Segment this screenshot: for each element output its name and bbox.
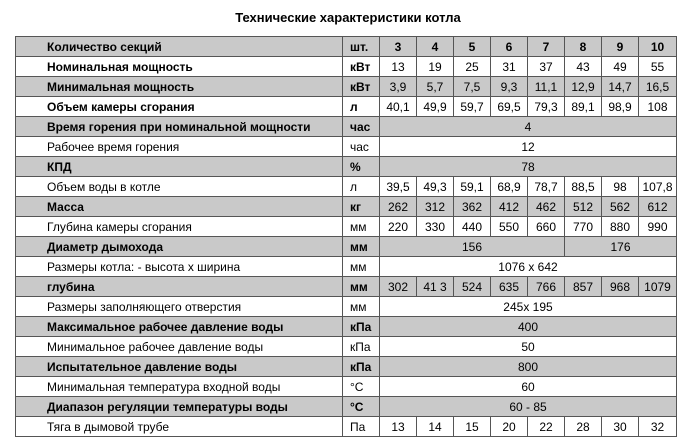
value-cell: 98	[602, 177, 639, 197]
value-cell: 220	[380, 217, 417, 237]
value-cell: 32	[639, 417, 677, 437]
table-row	[16, 317, 677, 337]
table-row	[16, 297, 677, 317]
page-title: Технические характеристики котла	[235, 10, 461, 25]
value-cell: 156	[380, 237, 565, 257]
value-cell: 78,7	[528, 177, 565, 197]
value-cell: 660	[528, 217, 565, 237]
value-cell: 9,3	[491, 77, 528, 97]
value-cell: 1079	[639, 277, 677, 297]
table-row	[16, 257, 677, 277]
table-row	[16, 57, 677, 77]
value-cell: 412	[491, 197, 528, 217]
merged-value-cell: 4	[380, 117, 677, 137]
value-cell: 30	[602, 417, 639, 437]
value-cell: 8	[565, 37, 602, 57]
parameter-name: Рабочее время горения	[16, 137, 343, 157]
value-cell: 462	[528, 197, 565, 217]
value-cell: 968	[602, 277, 639, 297]
value-cell: 69,5	[491, 97, 528, 117]
value-cell: 25	[454, 57, 491, 77]
parameter-name: Минимальная мощность	[16, 77, 343, 97]
parameter-name: Масса	[16, 197, 343, 217]
merged-value-cell: 12	[380, 137, 677, 157]
unit-cell: кПа	[343, 317, 380, 337]
value-cell: 176	[565, 237, 677, 257]
value-cell: 98,9	[602, 97, 639, 117]
unit-cell: Па	[343, 417, 380, 437]
unit-cell: мм	[343, 297, 380, 317]
value-cell: 79,3	[528, 97, 565, 117]
parameter-name: Тяга в дымовой трубе	[16, 417, 343, 437]
unit-cell: °С	[343, 377, 380, 397]
parameter-name: Размеры котла: - высота х ширина	[16, 257, 343, 277]
value-cell: 15	[454, 417, 491, 437]
value-cell: 41 3	[417, 277, 454, 297]
value-cell: 5,7	[417, 77, 454, 97]
value-cell: 766	[528, 277, 565, 297]
value-cell: 330	[417, 217, 454, 237]
table-row	[16, 397, 677, 417]
unit-cell: л	[343, 177, 380, 197]
value-cell: 59,7	[454, 97, 491, 117]
value-cell: 612	[639, 197, 677, 217]
value-cell: 13	[380, 417, 417, 437]
parameter-name: Количество секций	[16, 37, 343, 57]
table-row	[16, 277, 677, 297]
merged-value-cell: 800	[380, 357, 677, 377]
value-cell: 440	[454, 217, 491, 237]
parameter-name: Максимальное рабочее давление воды	[16, 317, 343, 337]
value-cell: 49	[602, 57, 639, 77]
value-cell: 770	[565, 217, 602, 237]
value-cell: 362	[454, 197, 491, 217]
value-cell: 28	[565, 417, 602, 437]
table-row	[16, 37, 677, 57]
unit-cell: мм	[343, 237, 380, 257]
parameter-name: Диапазон регуляции температуры воды	[16, 397, 343, 417]
merged-value-cell: 400	[380, 317, 677, 337]
unit-cell: °С	[343, 397, 380, 417]
value-cell: 11,1	[528, 77, 565, 97]
table-row	[16, 117, 677, 137]
parameter-name: глубина	[16, 277, 343, 297]
unit-cell: час	[343, 137, 380, 157]
merged-value-cell: 245х 195	[380, 297, 677, 317]
table-row	[16, 417, 677, 437]
value-cell: 59,1	[454, 177, 491, 197]
table-row	[16, 77, 677, 97]
table-row	[16, 337, 677, 357]
unit-cell: мм	[343, 277, 380, 297]
parameter-name: Глубина камеры сгорания	[16, 217, 343, 237]
value-cell: 37	[528, 57, 565, 77]
unit-cell: мм	[343, 257, 380, 277]
value-cell: 88,5	[565, 177, 602, 197]
table-row	[16, 157, 677, 177]
value-cell: 49,3	[417, 177, 454, 197]
parameter-name: КПД	[16, 157, 343, 177]
value-cell: 40,1	[380, 97, 417, 117]
unit-cell: л	[343, 97, 380, 117]
value-cell: 10	[639, 37, 677, 57]
value-cell: 19	[417, 57, 454, 77]
value-cell: 107,8	[639, 177, 677, 197]
value-cell: 3,9	[380, 77, 417, 97]
unit-cell: кПа	[343, 357, 380, 377]
value-cell: 857	[565, 277, 602, 297]
table-row	[16, 377, 677, 397]
value-cell: 108	[639, 97, 677, 117]
value-cell: 49,9	[417, 97, 454, 117]
parameter-name: Время горения при номинальной мощности	[16, 117, 343, 137]
merged-value-cell: 50	[380, 337, 677, 357]
parameter-name: Минимальная температура входной воды	[16, 377, 343, 397]
value-cell: 22	[528, 417, 565, 437]
unit-cell: шт.	[343, 37, 380, 57]
value-cell: 13	[380, 57, 417, 77]
value-cell: 31	[491, 57, 528, 77]
value-cell: 43	[565, 57, 602, 77]
value-cell: 7	[528, 37, 565, 57]
spec-table	[15, 36, 677, 437]
value-cell: 550	[491, 217, 528, 237]
table-row	[16, 197, 677, 217]
unit-cell: %	[343, 157, 380, 177]
value-cell: 3	[380, 37, 417, 57]
merged-value-cell: 60 - 85	[380, 397, 677, 417]
parameter-name: Диаметр дымохода	[16, 237, 343, 257]
table-row	[16, 137, 677, 157]
value-cell: 9	[602, 37, 639, 57]
parameter-name: Размеры заполняющего отверстия	[16, 297, 343, 317]
value-cell: 262	[380, 197, 417, 217]
value-cell: 7,5	[454, 77, 491, 97]
value-cell: 635	[491, 277, 528, 297]
unit-cell: кВт	[343, 77, 380, 97]
parameter-name: Номинальная мощность	[16, 57, 343, 77]
value-cell: 512	[565, 197, 602, 217]
value-cell: 20	[491, 417, 528, 437]
value-cell: 4	[417, 37, 454, 57]
value-cell: 5	[454, 37, 491, 57]
merged-value-cell: 78	[380, 157, 677, 177]
table-row	[16, 97, 677, 117]
parameter-name: Испытательное давление воды	[16, 357, 343, 377]
value-cell: 39,5	[380, 177, 417, 197]
parameter-name: Объем воды в котле	[16, 177, 343, 197]
value-cell: 89,1	[565, 97, 602, 117]
value-cell: 55	[639, 57, 677, 77]
value-cell: 12,9	[565, 77, 602, 97]
unit-cell: час	[343, 117, 380, 137]
parameter-name: Объем камеры сгорания	[16, 97, 343, 117]
value-cell: 14	[417, 417, 454, 437]
value-cell: 880	[602, 217, 639, 237]
unit-cell: кВт	[343, 57, 380, 77]
merged-value-cell: 60	[380, 377, 677, 397]
table-row	[16, 237, 677, 257]
merged-value-cell: 1076 х 642	[380, 257, 677, 277]
unit-cell: кПа	[343, 337, 380, 357]
value-cell: 990	[639, 217, 677, 237]
value-cell: 562	[602, 197, 639, 217]
table-row	[16, 357, 677, 377]
unit-cell: мм	[343, 217, 380, 237]
value-cell: 524	[454, 277, 491, 297]
value-cell: 16,5	[639, 77, 677, 97]
table-row	[16, 217, 677, 237]
table-row	[16, 177, 677, 197]
value-cell: 302	[380, 277, 417, 297]
value-cell: 312	[417, 197, 454, 217]
value-cell: 14,7	[602, 77, 639, 97]
value-cell: 6	[491, 37, 528, 57]
unit-cell: кг	[343, 197, 380, 217]
value-cell: 68,9	[491, 177, 528, 197]
parameter-name: Минимальное рабочее давление воды	[16, 337, 343, 357]
